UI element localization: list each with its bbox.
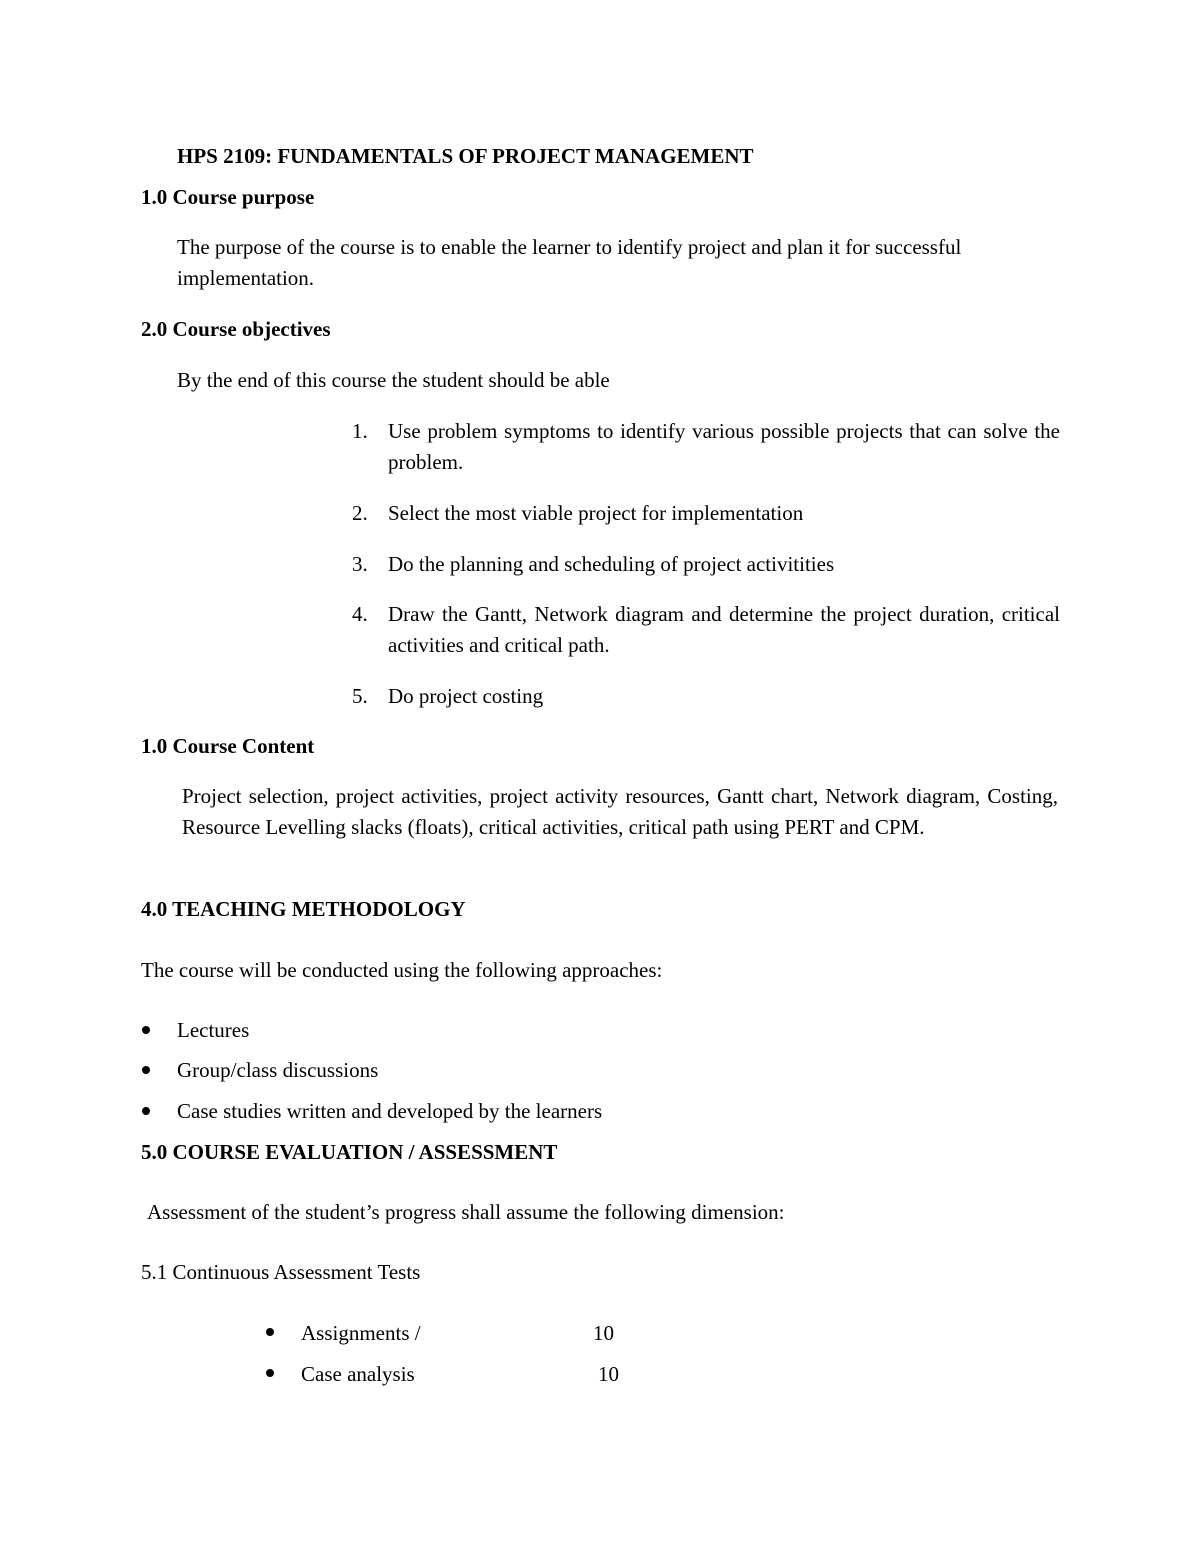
evaluation-subheading: 5.1 Continuous Assessment Tests — [141, 1260, 421, 1284]
methodology-intro: The course will be conducted using the following approaches: — [141, 958, 663, 982]
objective-text: Do the planning and scheduling of project activitities — [388, 552, 835, 576]
objectives-heading: 2.0 Course objectives — [141, 317, 331, 341]
bullet-icon — [142, 1026, 150, 1034]
content-text: Project selection, project activities, project activity resources, Gantt chart, Network diagram, Costing, Resource Levelling slacks (floats), critical activities, critical path using PERT and CPM. — [182, 784, 1058, 839]
bullet-icon — [266, 1369, 274, 1377]
objective-number: 1. — [352, 419, 368, 443]
methodology-item: Case studies written and developed by the learners — [177, 1099, 603, 1123]
objective-text: Select the most viable project for implementation — [388, 501, 804, 525]
methodology-item: Lectures — [177, 1018, 250, 1042]
objectives-intro: By the end of this course the student should be able — [177, 368, 610, 392]
purpose-heading: 1.0 Course purpose — [141, 185, 315, 209]
evaluation-intro: Assessment of the student’s progress shall assume the following dimension: — [147, 1200, 785, 1224]
objective-number: 4. — [352, 602, 368, 626]
assessment-item-label: Assignments / — [301, 1321, 421, 1345]
purpose-text: The purpose of the course is to enable the learner to identify project and plan it for successful implementation. — [177, 235, 962, 290]
objective-number: 3. — [352, 552, 368, 576]
objective-text: Do project costing — [388, 684, 544, 708]
evaluation-heading: 5.0 COURSE EVALUATION / ASSESSMENT — [141, 1140, 558, 1164]
assessment-item-value: 10 — [598, 1362, 619, 1386]
objective-text: Use problem symptoms to identify various possible projects that can solve the problem. — [388, 419, 1060, 474]
objective-number: 5. — [352, 684, 368, 708]
bullet-icon — [142, 1066, 150, 1074]
bullet-icon — [266, 1328, 274, 1336]
assessment-item-value: 10 — [593, 1321, 614, 1345]
content-heading: 1.0 Course Content — [141, 734, 315, 758]
methodology-heading: 4.0 TEACHING METHODOLOGY — [141, 897, 466, 921]
bullet-icon — [142, 1107, 150, 1115]
objective-text: Draw the Gantt, Network diagram and determine the project duration, critical activities and critical path. — [388, 602, 1060, 657]
assessment-item-label: Case analysis — [301, 1362, 415, 1386]
page-title: HPS 2109: FUNDAMENTALS OF PROJECT MANAGEMENT — [177, 144, 754, 168]
methodology-item: Group/class discussions — [177, 1058, 379, 1082]
objective-number: 2. — [352, 501, 368, 525]
